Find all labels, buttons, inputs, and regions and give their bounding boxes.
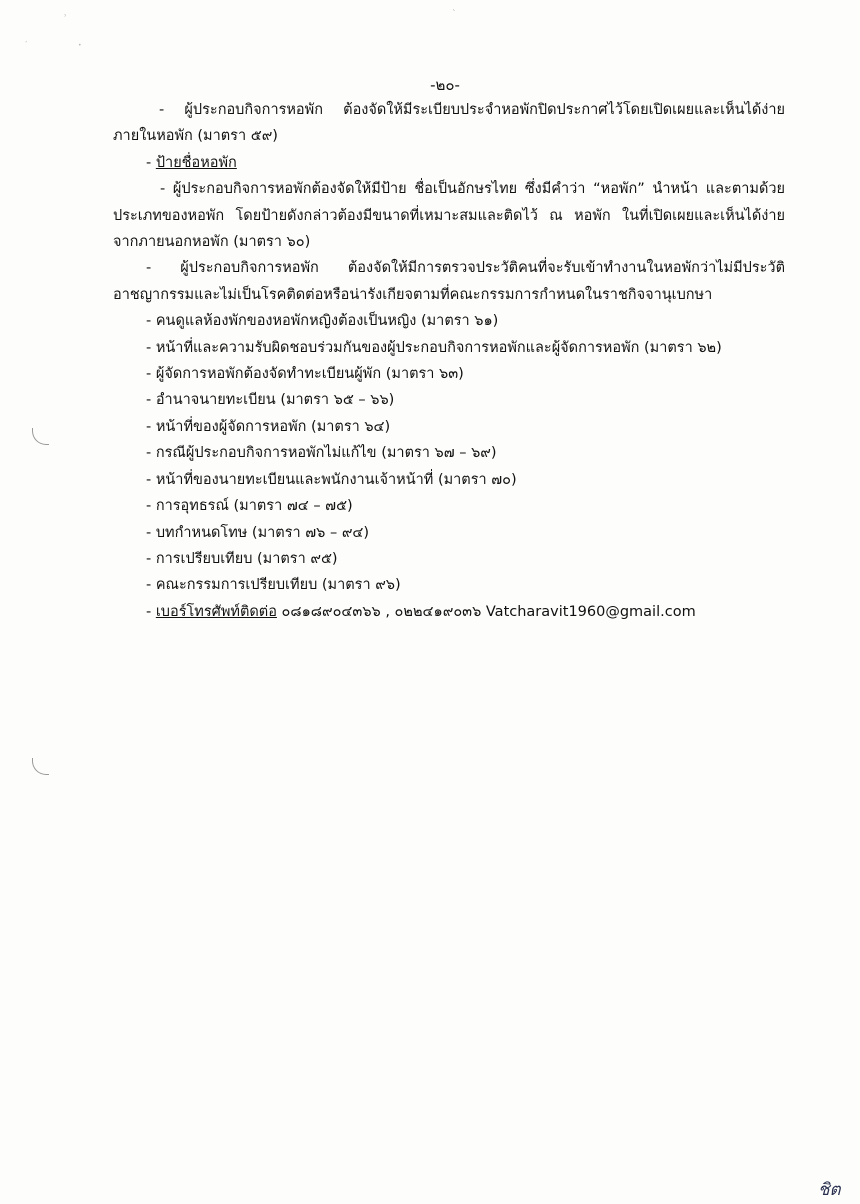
list-item: - หน้าที่ของนายทะเบียนและพนักงานเจ้าหน้าที่ (มาตรา ๗๐): [146, 471, 517, 488]
list-item: - หน้าที่และความรับผิดชอบร่วมกันของผู้ประกอบกิจการหอพักและผู้จัดการหอพัก (มาตรา ๖๒): [146, 339, 722, 356]
bullet-dash: -: [146, 154, 156, 171]
scan-speck: ˎ: [452, 2, 457, 12]
list-item: - การอุทธรณ์ (มาตรา ๗๔ – ๗๕): [146, 498, 353, 515]
paragraph-line: จากภายนอกหอพัก (มาตรา ๖๐): [113, 234, 311, 251]
paragraph-line: - ผู้ประกอบกิจการหอพัก ต้องจัดให้มีระเบียบประจำหอพักปิดประกาศไว้โดยเปิดเผยและเห็นได้ง่าย: [159, 102, 785, 118]
paragraph-line: ภายในหอพัก (มาตรา ๕๙): [113, 128, 278, 145]
contact-value: ๐๘๑๘๙๐๔๓๖๖ , ๐๒๒๔๑๙๐๓๖ Vatcharavit1960@gmail.com: [276, 603, 696, 620]
bullet-dash: -: [146, 603, 156, 620]
list-item: - คนดูแลห้องพักของหอพักหญิงต้องเป็นหญิง (มาตรา ๖๑): [146, 313, 499, 330]
list-item: - หน้าที่ของผู้จัดการหอพัก (มาตรา ๖๔): [146, 418, 391, 435]
punch-hole-mark: [32, 428, 49, 445]
list-item: - อำนาจนายทะเบียน (มาตรา ๖๕ – ๖๖): [146, 392, 395, 409]
list-item: - คณะกรรมการเปรียบเทียบ (มาตรา ๙๖): [146, 577, 401, 594]
contact-line: [113, 599, 785, 625]
paragraph-line: อาชญากรรมและไม่เป็นโรคติดต่อหรือน่ารังเกียจตามที่คณะกรรมการกำหนดในราชกิจจานุเบกษา: [113, 286, 713, 303]
document-body: [113, 97, 785, 625]
scan-speck: •: [78, 42, 82, 49]
paragraph-line: ประเภทของหอพัก โดยป้ายดังกล่าวต้องมีขนาดที่เหมาะสมและติดไว้ ณ หอพัก ในที่เปิดเผยและเห็นได้ง่าย: [113, 207, 785, 224]
list-item: - ผู้จัดการหอพักต้องจัดทำทะเบียนผู้พัก (มาตรา ๖๓): [146, 366, 464, 383]
section-heading: ป้ายชื่อหอพัก: [155, 154, 237, 171]
handwritten-initials: ชิต: [818, 1180, 841, 1200]
punch-hole-mark: [32, 758, 49, 775]
list-item: - การเปรียบเทียบ (มาตรา ๙๕): [146, 550, 338, 567]
paragraph-line: - ผู้ประกอบกิจการหอพักต้องจัดให้มีป้าย ชื่อเป็นอักษรไทย ซึ่งมีคำว่า “หอพัก” นำหน้า และตามด้วย: [160, 181, 785, 198]
list-item: - บทกำหนดโทษ (มาตรา ๗๖ – ๙๔): [146, 524, 370, 541]
scan-speck: ʾ: [64, 14, 67, 24]
contact-label: เบอร์โทรศัพท์ติดต่อ: [155, 603, 277, 620]
list-item: - กรณีผู้ประกอบกิจการหอพักไม่แก้ไข (มาตรา ๖๗ – ๖๙): [146, 445, 497, 462]
paragraph-line: - ผู้ประกอบกิจการหอพัก ต้องจัดให้มีการตรวจประวัติคนที่จะรับเข้าทำงานในหอพักว่าไม่มีประวัติ: [146, 260, 785, 277]
page-number: -๒๐-: [430, 76, 460, 94]
section-heading-line: [113, 150, 785, 176]
scan-speck: ʼ: [25, 40, 28, 48]
